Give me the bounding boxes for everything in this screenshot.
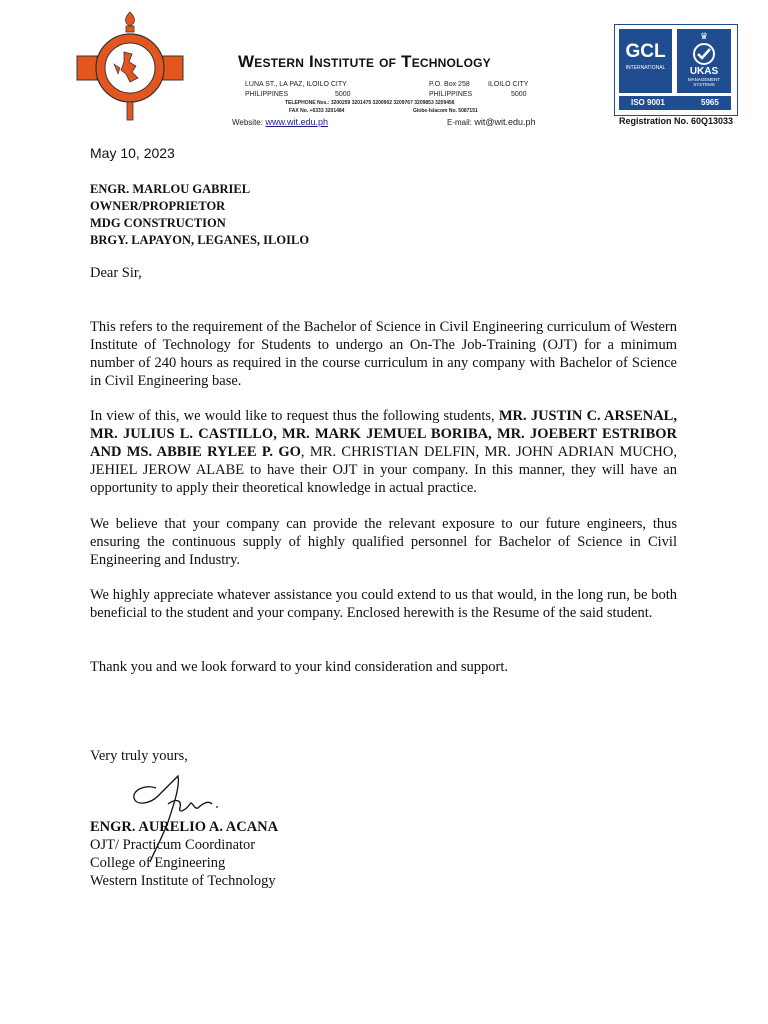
fax-number: FAX No. +6333 3201484: [289, 108, 345, 114]
recipient-name: ENGR. MARLOU GABRIEL: [90, 182, 251, 196]
paragraph-4: We highly appreciate whatever assistance you could extend to us that would, in the long run, be both beneficial to the student and your company. Enclosed herewith is the Resume of the said student.: [90, 587, 677, 621]
globe-number: Globe-Islacom No. 5087151: [413, 108, 478, 114]
website-link[interactable]: www.wit.edu.ph: [265, 117, 329, 127]
paragraph-5: Thank you and we look forward to your kind consideration and support.: [90, 659, 508, 675]
cert-number: 5965: [701, 98, 719, 107]
iso-standard: ISO 9001: [631, 98, 665, 107]
paragraph-3: We believe that your company can provide the relevant exposure to our future engineers, thus ensuring the continuous supply of highly qualified personnel for Bachelor of Science in Civil Engineering and Industry.: [90, 516, 677, 568]
po-region: PHILIPPINES: [429, 91, 473, 98]
crown-icon: ♛: [699, 31, 709, 41]
checkmark-icon: [692, 42, 716, 66]
institution-name: Western Institute of Technology: [238, 52, 491, 71]
school-seal-logo: [74, 10, 186, 122]
paragraph-2-rest: , MR. CHRISTIAN DELFIN, MR. JOHN ADRIAN MUCHO, JEHIEL JEROW ALABE to have their OJT in your company. In this manner, they will have an opportunity to apply their theoretical knowledge in actual practice.: [90, 444, 677, 496]
telephone-numbers: TELEPHONE Nos.: 3200259 3201475 3200902 3209767 3209853 3209456: [285, 100, 455, 106]
po-zip: 5000: [511, 91, 527, 98]
ukas-sub-text: MANAGEMENT SYSTEMS: [687, 77, 721, 87]
signatory-name: ENGR. AURELIO A. ACANA: [90, 819, 279, 835]
po-city: ILOILO CITY: [488, 81, 529, 88]
certification-badge: [614, 24, 738, 116]
ukas-logo: [677, 29, 731, 93]
recipient-block: [90, 181, 309, 249]
closing: Very truly yours,: [90, 748, 188, 764]
address-region: PHILIPPINES: [245, 91, 289, 98]
email-address[interactable]: wit@wit.edu.ph: [474, 117, 536, 127]
gcl-logo: [619, 29, 672, 93]
paragraph-2: [90, 407, 677, 497]
student-names-bold: MR. JUSTIN C. ARSENAL, MR. JULIUS L. CASTILLO, MR. MARK JEMUEL BORIBA, MR. JOEBERT ESTRIBOR AND MS. ABBIE RYLEE P. GO: [90, 408, 677, 460]
address-street: LUNA ST., LA PAZ, ILOILO CITY: [245, 81, 347, 88]
recipient-address: BRGY. LAPAYON, LEGANES, ILOILO: [90, 233, 310, 247]
gcl-sub-text: INTERNATIONAL: [625, 65, 666, 71]
signatory-position: OJT/ Practicum Coordinator: [90, 837, 256, 853]
registration-number: Registration No. 60Q13033: [619, 116, 734, 126]
letterhead: [0, 0, 768, 135]
letter-date: May 10, 2023: [90, 145, 175, 161]
website-line: [232, 117, 328, 127]
po-box: P.O. Box 258: [429, 81, 470, 88]
paragraph-2-intro: In view of this, we would like to request thus the following students,: [90, 408, 499, 424]
gcl-text: GCL: [625, 41, 666, 62]
ukas-text: UKAS: [689, 66, 719, 77]
recipient-company: MDG CONSTRUCTION: [90, 216, 226, 230]
address-zip: 5000: [335, 91, 351, 98]
signatory-college: College of Engineering: [90, 855, 226, 871]
iso-strip: [619, 96, 731, 110]
paragraph-1: This refers to the requirement of the Bachelor of Science in Civil Engineering curriculum of Western Institute of Technology for Students to undergo an On-The Job-Training (OJT) for a minimum number of 240 hours as required in the course curriculum in any company with Bachelor of Science in Civil Engineering base.: [90, 319, 677, 389]
email-label: E-mail:: [447, 118, 472, 127]
signatory-institution: Western Institute of Technology: [90, 873, 276, 889]
email-line: [447, 117, 536, 127]
recipient-title: OWNER/PROPRIETOR: [90, 199, 226, 213]
signature-block: [90, 818, 278, 890]
website-label: Website:: [232, 118, 263, 127]
salutation: Dear Sir,: [90, 265, 142, 281]
